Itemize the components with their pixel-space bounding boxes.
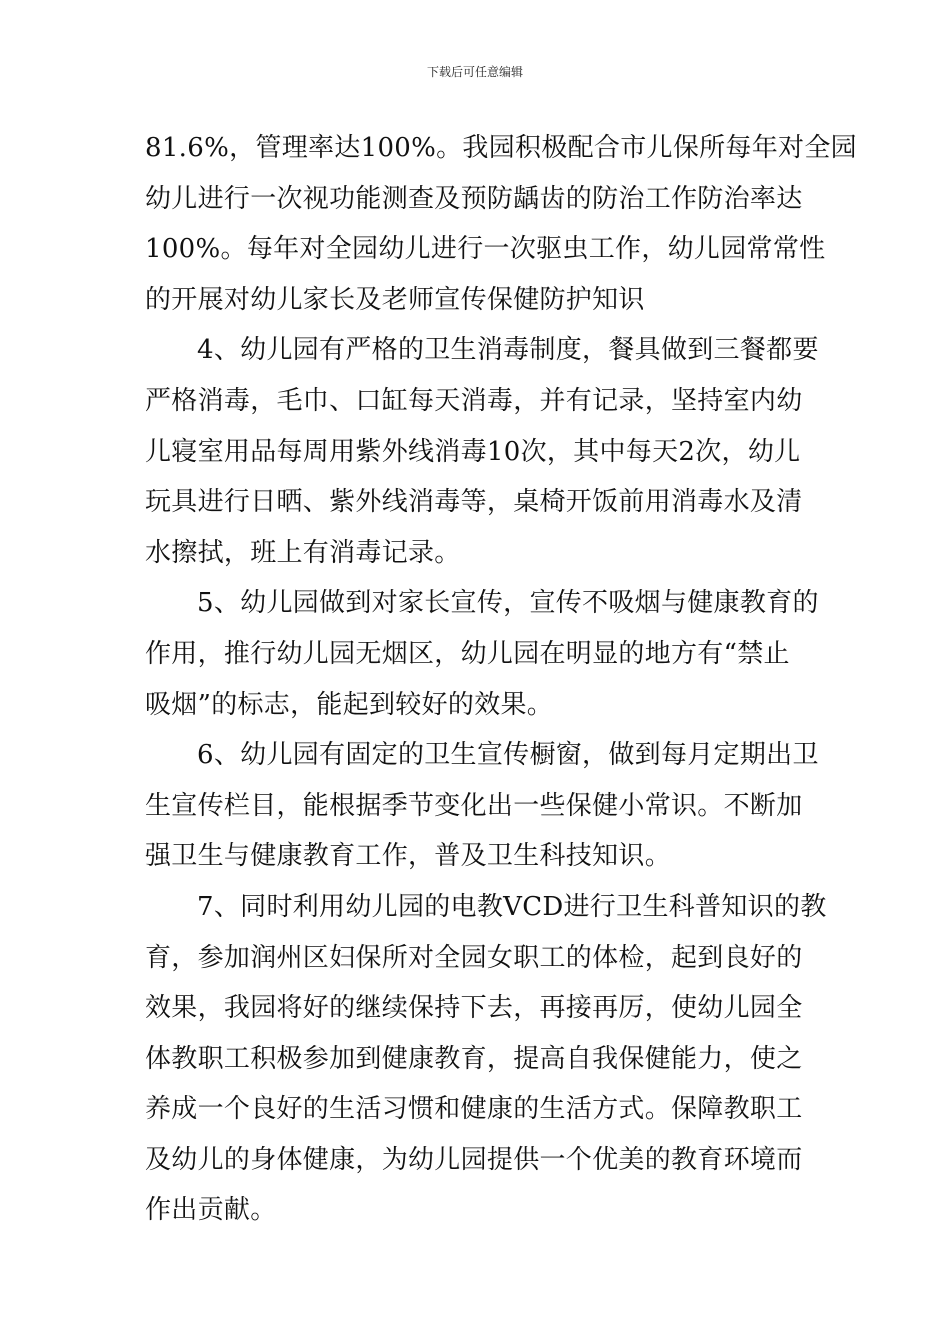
text-line: 效果，我园将好的继续保持下去，再接再厉，使幼儿园全 <box>145 993 803 1024</box>
text-line: 养成一个良好的生活习惯和健康的生活方式。保障教职工 <box>145 1094 803 1125</box>
text-line: 作用，推行幼儿园无烟区，幼儿园在明显的地方有“禁止 <box>145 638 790 669</box>
text-line: 严格消毒，毛巾、口缸每天消毒，并有记录，坚持室内幼 <box>145 385 803 416</box>
document-body <box>145 130 857 1243</box>
text-line: 作出贡献。 <box>145 1195 277 1226</box>
text-line: 及幼儿的身体健康，为幼儿园提供一个优美的教育环境而 <box>145 1144 803 1175</box>
text-line: 的开展对幼儿家长及老师宣传保健防护知识 <box>145 284 645 315</box>
paragraph-start-6: 6、幼儿园有固定的卫生宣传橱窗，做到每月定期出卫 <box>197 740 819 771</box>
text-line: 育，参加润州区妇保所对全园女职工的体检，起到良好的 <box>145 942 803 973</box>
text-line: 81.6%，管理率达100%。我园积极配合市儿保所每年对全园 <box>145 133 857 163</box>
text-line: 玩具进行日晒、紫外线消毒等，桌椅开饭前用消毒水及清 <box>145 487 803 518</box>
page-header: 下载后可任意编辑 <box>426 65 523 79</box>
paragraph-start-5: 5、幼儿园做到对家长宣传，宣传不吸烟与健康教育的 <box>197 588 819 619</box>
text-line: 100%。每年对全园幼儿进行一次驱虫工作，幼儿园常常性 <box>145 234 826 265</box>
text-line: 水擦拭，班上有消毒记录。 <box>145 537 461 568</box>
text-line: 儿寝室用品每周用紫外线消毒10次，其中每天2次，幼儿 <box>145 436 801 467</box>
paragraph-start-7: 7、同时利用幼儿园的电教VCD进行卫生科普知识的教 <box>197 891 827 922</box>
text-line: 体教职工积极参加到健康教育，提高自我保健能力，使之 <box>145 1043 803 1074</box>
paragraph-start-4: 4、幼儿园有严格的卫生消毒制度，餐具做到三餐都要 <box>197 335 819 366</box>
text-line: 生宣传栏目，能根据季节变化出一些保健小常识。不断加 <box>145 790 803 821</box>
text-line: 吸烟”的标志，能起到较好的效果。 <box>145 689 554 720</box>
text-line: 强卫生与健康教育工作，普及卫生科技知识。 <box>145 841 672 872</box>
text-line: 幼儿进行一次视功能测查及预防龋齿的防治工作防治率达 <box>145 183 803 214</box>
